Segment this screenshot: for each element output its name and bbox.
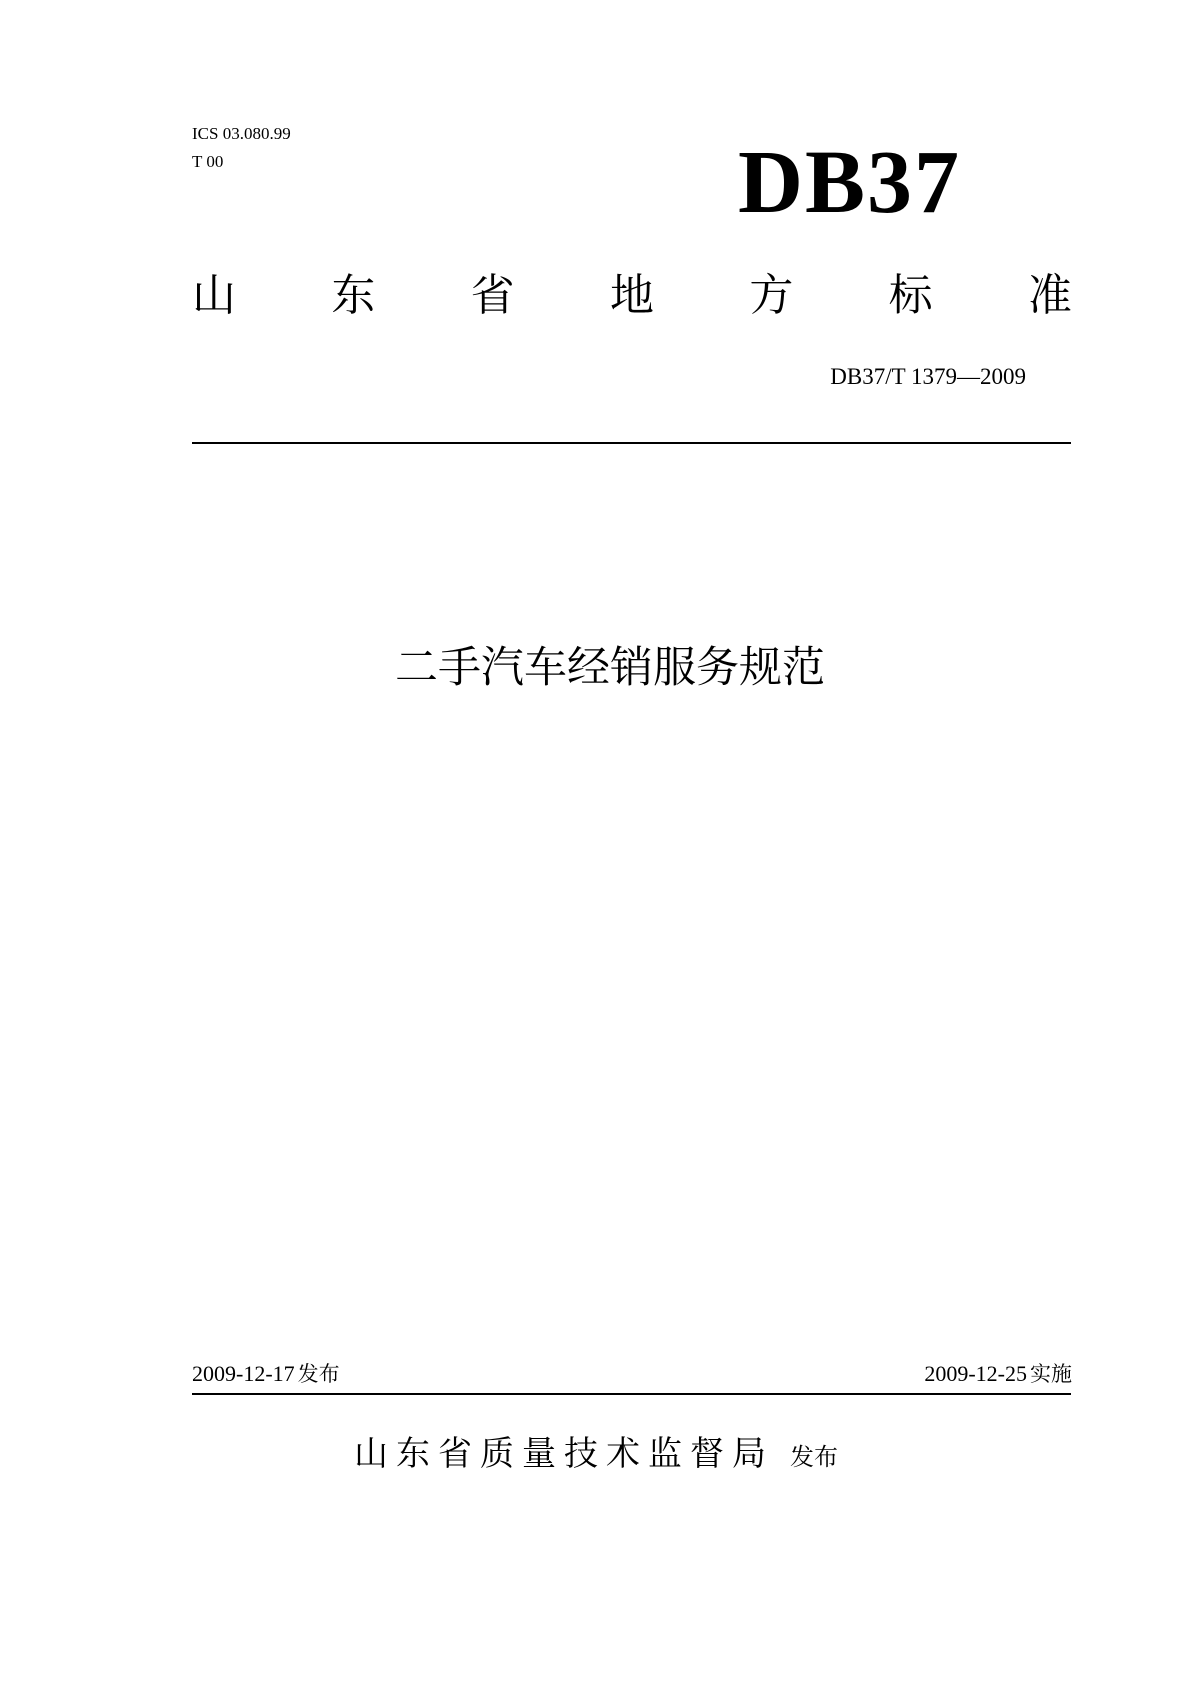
publish-date-block [192, 1360, 340, 1389]
implement-label: 实施 [1030, 1362, 1072, 1386]
issuer-line [354, 1432, 838, 1479]
standard-number: DB37/T 1379—2009 [830, 364, 1026, 389]
classification-code: T 00 [192, 152, 224, 171]
standard-type-char: 省 [470, 270, 515, 321]
date-row [192, 1360, 1072, 1389]
standard-type-char: 东 [331, 270, 376, 321]
standard-type-heading [192, 266, 1072, 326]
standard-type-char: 山 [192, 270, 236, 321]
publish-date: 2009-12-17 [192, 1361, 295, 1386]
standard-type-char: 标 [888, 270, 933, 321]
publish-label: 发布 [297, 1362, 340, 1386]
standard-type-char: 地 [609, 270, 654, 321]
top-divider [192, 442, 1071, 444]
document-title: 二手汽车经销服务规范 [395, 643, 825, 693]
implement-date-block [924, 1360, 1072, 1389]
issuing-organization: 山东省质量技术监督局 [354, 1434, 774, 1474]
ics-code: ICS 03.080.99 [192, 124, 291, 143]
implement-date: 2009-12-25 [924, 1361, 1027, 1386]
classification-block [192, 120, 291, 176]
standard-type-char: 方 [749, 270, 794, 321]
standard-logo: DB37 [738, 133, 962, 232]
bottom-divider [192, 1393, 1071, 1395]
standard-type-char: 准 [1027, 270, 1072, 321]
issuer-action: 发布 [790, 1443, 838, 1471]
